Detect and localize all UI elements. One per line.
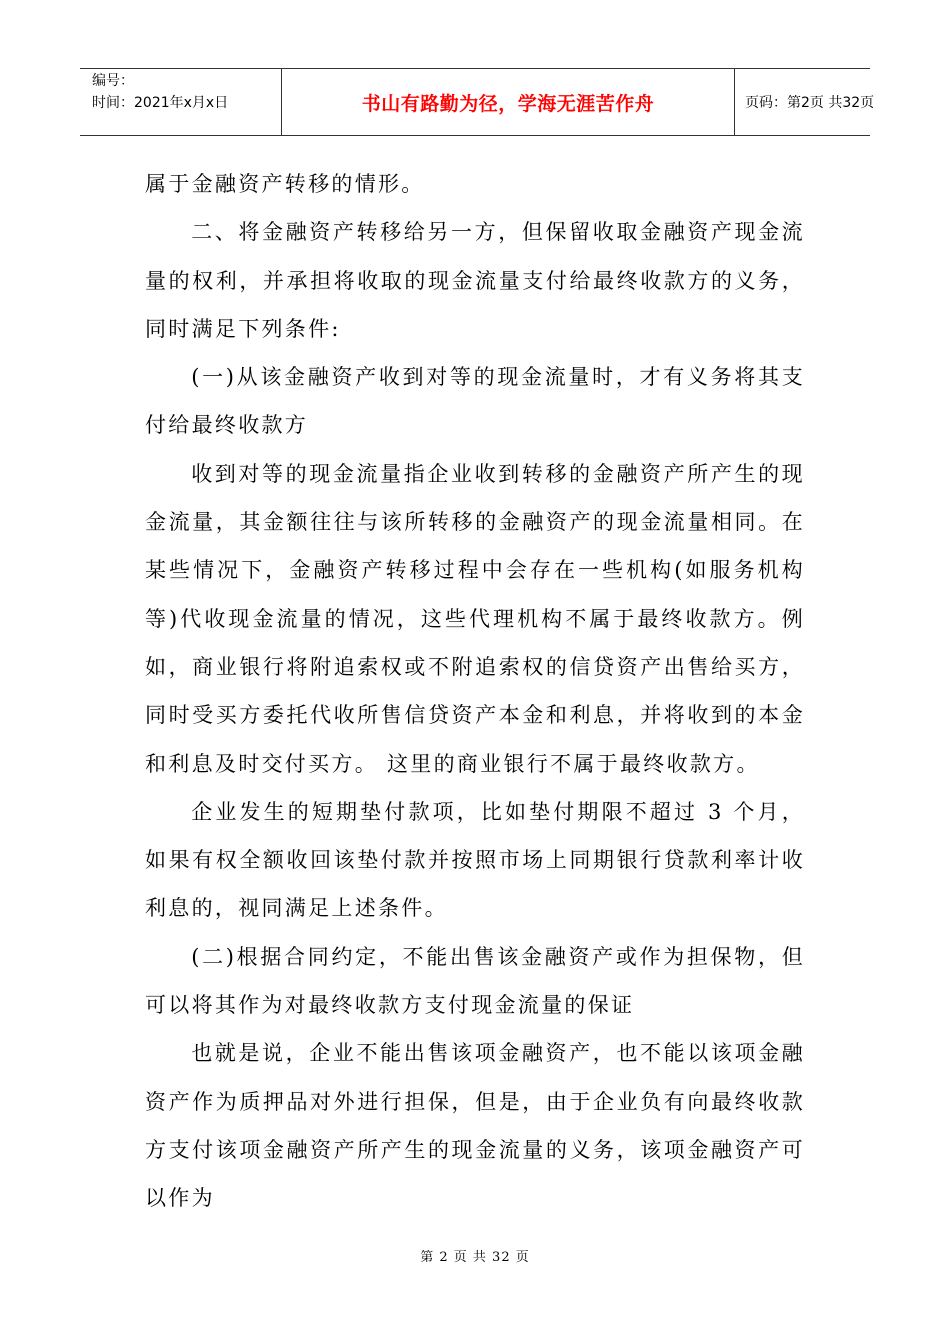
header-page-cell <box>735 69 875 135</box>
number-label: 编号： <box>92 73 134 89</box>
paragraph: 也就是说，企业不能出售该项金融资产，也不能以该项金融资产作为质押品对外进行担保，但是，由于企业负有向最终收款方支付该项金融资产所产生的现金流量的义务，该项金融资产可以作为 <box>145 1041 805 1211</box>
page-header <box>80 68 875 136</box>
document-body <box>145 160 805 1223</box>
header-motto-cell <box>282 69 735 135</box>
time-label: 时间：2021年x月x日 <box>92 95 229 111</box>
header-meta-cell <box>80 69 282 135</box>
page-footer: 第 2 页 共 32 页 <box>420 1250 530 1265</box>
motto-text: 书山有路勤为径，学海无涯苦作舟 <box>361 92 655 115</box>
paragraph: 收到对等的现金流量指企业收到转移的金融资产所产生的现金流量，其金额往往与该所转移的金融资产的现金流量相同。在某些情况下，金融资产转移过程中会存在一些机构(如服务机构等)代收现金流量的情况，这些代理机构不属于最终收款方。例如，商业银行将附追索权或不附追索权的信贷资产出售给买方，同时受买方委托代收所售信贷资产本金和利息，并将收到的本金和利息及时交付买方。 这里的商业银行不属于最终收款方。 <box>145 461 805 776</box>
paragraph: 企业发生的短期垫付款项，比如垫付期限不超过 3 个月，如果有权全额收回该垫付款并按照市场上同期银行贷款利率计收利息的，视同满足上述条件。 <box>145 799 805 921</box>
paragraph: (一)从该金融资产收到对等的现金流量时，才有义务将其支付给最终收款方 <box>145 365 805 438</box>
paragraph: 属于金融资产转移的情形。 <box>145 172 425 196</box>
paragraph: (二)根据合同约定，不能出售该金融资产或作为担保物，但可以将其作为对最终收款方支付现金流量的保证 <box>145 944 805 1018</box>
paragraph: 二、将金融资产转移给另一方，但保留收取金融资产现金流量的权利，并承担将收取的现金流量支付给最终收款方的义务，同时满足下列条件: <box>145 220 805 341</box>
page-info: 页码：第2页 共32页 <box>745 95 875 111</box>
